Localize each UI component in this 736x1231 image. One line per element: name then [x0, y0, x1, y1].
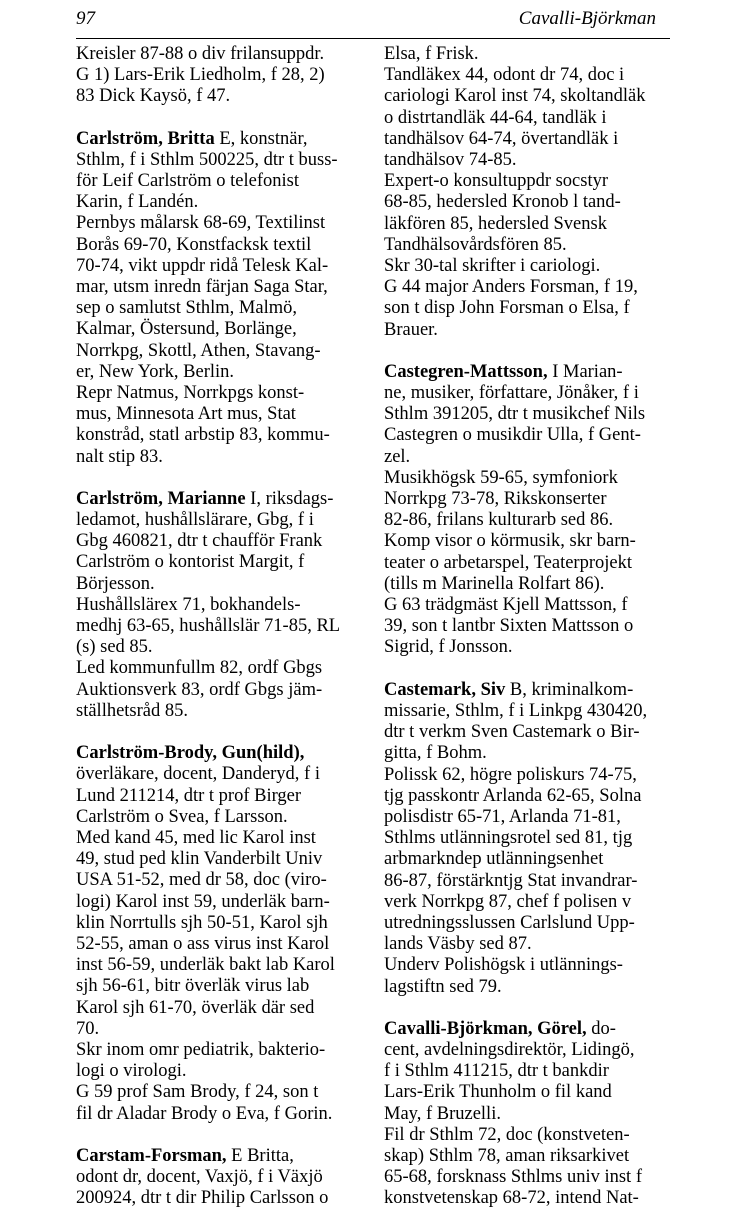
entry-line [76, 489, 372, 510]
entry-line: zel. [384, 446, 411, 467]
entry-line: tandhälsov 64-74, övertandläk i [384, 128, 619, 149]
entry-line: Borås 69-70, Konstfacksk textil [76, 234, 312, 255]
entry-line: Pernbys målarsk 68-69, Textilinst [76, 213, 326, 234]
entry-line: Lund 211214, dtr t prof Birger [76, 785, 302, 806]
entry-line: medhj 63-65, hushållslär 71-85, RL [76, 616, 341, 637]
entry-line: lands Väsby sed 87. [384, 934, 532, 955]
entry-line: polisdistr 65-71, Arlanda 71-81, [384, 806, 621, 827]
entry-line: 68-85, hedersled Kronob l tand- [384, 192, 621, 213]
entry-line: (s) sed 85. [76, 637, 153, 658]
entry-line: Tandläkex 44, odont dr 74, doc i [384, 65, 625, 86]
entry-line [76, 129, 372, 150]
entry-line: fil dr Aladar Brody o Eva, f Gorin. [76, 1103, 333, 1124]
entry-line: odont dr, docent, Vaxjö, f i Växjö [76, 1166, 323, 1187]
entry-line: lagstiftn sed 79. [384, 976, 502, 997]
entry-line: f i Sthlm 411215, dtr t bankdir [384, 1061, 609, 1082]
entry-line: överläkare, docent, Danderyd, f i [76, 764, 320, 785]
entry-text: E, konstnär, [214, 128, 308, 149]
entry-line: 70. [76, 1018, 100, 1039]
entry-line: Tandhälsovårdsfören 85. [384, 234, 567, 255]
entry-line: teater o arbetarspel, Teaterprojekt [384, 552, 632, 573]
biography-entry [384, 362, 676, 659]
biography-entry [76, 1146, 372, 1210]
entry-line: ne, musiker, författare, Jönåker, f i [384, 383, 639, 404]
entry-line: Skr 30-tal skrifter i cariologi. [384, 256, 601, 277]
entry-line: Sthlms utlänningsrotel sed 81, tjg [384, 828, 633, 849]
entry-line: Hushållslärex 71, bokhandels- [76, 594, 301, 615]
entry-line: ledamot, hushållslärare, Gbg, f i [76, 510, 314, 531]
entry-line: Elsa, f Frisk. [384, 44, 479, 64]
entry-line: cariologi Karol inst 74, skoltandläk [384, 86, 646, 107]
entry-line: Kreisler 87-88 o div frilansuppdr. [76, 44, 325, 64]
entry-line [76, 743, 372, 764]
entry-line: Polissk 62, högre poliskurs 74-75, [384, 764, 637, 785]
entry-continuation [384, 44, 676, 341]
entry-line: Börjesson. [76, 573, 155, 594]
entry-line: sep o samlutst Sthlm, Malmö, [76, 298, 297, 319]
entry-line: Sthlm 391205, dtr t musikchef Nils [384, 404, 646, 425]
entry-line: Carlström o Svea, f Larsson. [76, 806, 288, 827]
entry-line: Norrkpg, Skottl, Athen, Stavang- [76, 340, 321, 361]
entry-line: Musikhögsk 59-65, symfoniork [384, 467, 618, 488]
entry-line: G 63 trädgmäst Kjell Mattsson, f [384, 595, 628, 616]
entry-name: Carlström, Marianne [76, 488, 246, 509]
entry-line: Sigrid, f Jonsson. [384, 637, 513, 658]
entry-line: Lars-Erik Thunholm o fil kand [384, 1082, 612, 1103]
entry-line: Brauer. [384, 319, 438, 340]
entry-line: Carlström o kontorist Margit, f [76, 552, 305, 573]
column-left [76, 44, 372, 1230]
entry-line: inst 56-59, underläk bakt lab Karol [76, 955, 335, 976]
entry-line: 82-86, frilans kulturarb sed 86. [384, 510, 614, 531]
entry-name: Carlström, Britta [76, 128, 215, 149]
entry-line: gitta, f Bohm. [384, 743, 487, 764]
entry-line: Repr Natmus, Norrkpgs konst- [76, 383, 305, 404]
entry-line [76, 1146, 372, 1167]
entry-line: utredningsslussen Carlslund Upp- [384, 912, 635, 933]
entry-line: Sthlm, f i Sthlm 500225, dtr t buss- [76, 149, 338, 170]
biography-entry [76, 743, 372, 1125]
entry-line: G 44 major Anders Forsman, f 19, [384, 277, 638, 298]
entry-line: USA 51-52, med dr 58, doc (viro- [76, 870, 327, 891]
entry-line: Komp visor o körmusik, skr barn- [384, 531, 636, 552]
biography-entry [384, 680, 676, 998]
entry-line: Karin, f Landén. [76, 192, 199, 213]
entry-line: 52-55, aman o ass virus inst Karol [76, 933, 330, 954]
entry-line: klin Norrtulls sjh 50-51, Karol sjh [76, 912, 328, 933]
entry-line: konstvetenskap 68-72, intend Nat- [384, 1188, 639, 1209]
entry-line: för Leif Carlström o telefonist [76, 171, 299, 192]
entry-line: ställhetsråd 85. [76, 700, 189, 721]
entry-line: Auktionsverk 83, ordf Gbgs jäm- [76, 679, 323, 700]
page-number: 97 [76, 8, 95, 29]
entry-line: nalt stip 83. [76, 446, 163, 467]
entry-line: Expert-o konsultuppdr socstyr [384, 171, 609, 192]
entry-line: Karol sjh 61-70, överläk där sed [76, 997, 315, 1018]
entry-line: son t disp John Forsman o Elsa, f [384, 298, 630, 319]
entry-line: missarie, Sthlm, f i Linkpg 430420, [384, 700, 648, 721]
entry-line: 39, son t lantbr Sixten Mattsson o [384, 616, 634, 637]
entry-line: mus, Minnesota Art mus, Stat [76, 404, 296, 425]
entry-line: 200924, dtr t dir Philip Carlsson o [76, 1188, 329, 1209]
entry-line: (tills m Marinella Rolfart 86). [384, 573, 605, 594]
entry-line: 83 Dick Kaysö, f 47. [76, 86, 231, 107]
entry-line: Underv Polishögsk i utlännings- [384, 955, 623, 976]
entry-text: do- [586, 1018, 616, 1039]
entry-line: May, f Bruzelli. [384, 1103, 501, 1124]
entry-line: G 1) Lars-Erik Liedholm, f 28, 2) [76, 65, 325, 86]
entry-line: cent, avdelningsdirektör, Lidingö, [384, 1039, 635, 1060]
entry-line: Skr inom omr pediatrik, bakterio- [76, 1039, 326, 1060]
entry-line [384, 1019, 676, 1040]
entry-line: tjg passkontr Arlanda 62-65, Solna [384, 785, 642, 806]
entry-line: läkfören 85, hedersled Svensk [384, 213, 607, 234]
entry-text: I Marian- [547, 361, 623, 382]
entry-line: Med kand 45, med lic Karol inst [76, 827, 316, 848]
entry-line: dtr t verkm Sven Castemark o Bir- [384, 722, 640, 743]
entry-line: Kalmar, Östersund, Borlänge, [76, 319, 297, 340]
entry-name: Carstam-Forsman, [76, 1145, 227, 1166]
entry-line: 65-68, forsknass Sthlms univ inst f [384, 1167, 642, 1188]
entry-name: Cavalli-Björkman, Görel, [384, 1018, 587, 1039]
entry-line: er, New York, Berlin. [76, 361, 235, 382]
entry-line: o distrtandläk 44-64, tandläk i [384, 107, 607, 128]
entry-line: tandhälsov 74-85. [384, 150, 517, 171]
entry-line: G 59 prof Sam Brody, f 24, son t [76, 1082, 319, 1103]
entry-line: Gbg 460821, dtr t chaufför Frank [76, 531, 323, 552]
entry-line: konstråd, statl arbstip 83, kommu- [76, 425, 330, 446]
entry-text: I, riksdags- [245, 488, 334, 509]
entry-line: logi o virologi. [76, 1061, 187, 1082]
entry-line: sjh 56-61, bitr överläk virus lab [76, 976, 310, 997]
entry-text: E Britta, [226, 1145, 294, 1166]
entry-name: Castemark, Siv [384, 679, 506, 700]
entry-line: 86-87, förstärkntjg Stat invandrar- [384, 870, 638, 891]
entry-line: Castegren o musikdir Ulla, f Gent- [384, 425, 641, 446]
entry-line: Fil dr Sthlm 72, doc (konstveten- [384, 1124, 630, 1145]
entry-line: verk Norrkpg 87, chef f polisen v [384, 891, 632, 912]
entry-line: skap) Sthlm 78, aman riksarkivet [384, 1145, 630, 1166]
entry-line: 49, stud ped klin Vanderbilt Univ [76, 849, 323, 870]
entry-line: arbmarkndep utlänningsenhet [384, 849, 604, 870]
header-rule [76, 38, 670, 39]
biography-entry [76, 129, 372, 468]
entry-line: 70-74, vikt uppdr ridå Telesk Kal- [76, 255, 329, 276]
entry-name: Carlström-Brody, Gun(hild), [76, 743, 305, 764]
entry-continuation [76, 44, 372, 108]
entry-name: Castegren-Mattsson, [384, 361, 548, 382]
entry-line [384, 680, 676, 701]
biography-entry [384, 1019, 676, 1210]
entry-line: Norrkpg 73-78, Rikskonserter [384, 489, 607, 510]
running-head: Cavalli-Björkman [518, 8, 656, 29]
biography-entry [76, 489, 372, 722]
entry-line [384, 362, 676, 383]
column-right [384, 44, 676, 1231]
entry-line: Led kommunfullm 82, ordf Gbgs [76, 658, 323, 679]
entry-line: logi) Karol inst 59, underläk barn- [76, 891, 330, 912]
entry-line: mar, utsm inredn färjan Saga Star, [76, 277, 328, 298]
entry-text: B, kriminalkom- [505, 679, 634, 700]
